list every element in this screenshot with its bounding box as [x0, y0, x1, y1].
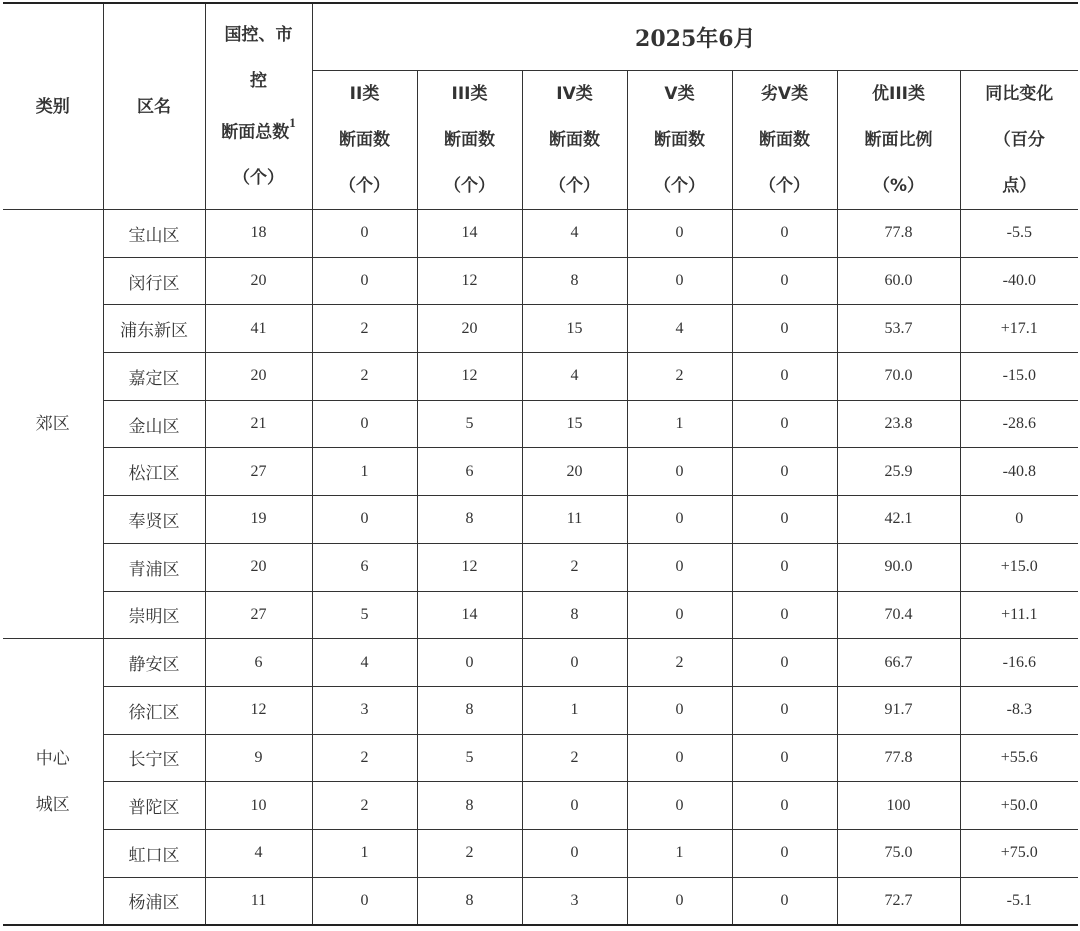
cell-iv: 15 [522, 305, 627, 353]
table-row [3, 257, 1078, 305]
cell-total: 4 [205, 829, 312, 877]
cell-iv: 2 [522, 734, 627, 782]
table-row [3, 686, 1078, 734]
header-col-line: （个） [654, 176, 705, 196]
cell-yoy-change: +50.0 [960, 782, 1078, 830]
cell-total: 9 [205, 734, 312, 782]
table-row [3, 400, 1078, 448]
cell-below-v: 0 [732, 782, 837, 830]
cell-ii: 2 [312, 305, 417, 353]
category-label: 中心 [35, 748, 70, 769]
header-total-line: 国控、市 [224, 24, 293, 45]
cell-yoy-change: +11.1 [960, 591, 1078, 639]
table-row [3, 210, 1078, 258]
cell-ii: 1 [312, 448, 417, 496]
cell-district: 奉贤区 [103, 496, 205, 544]
cell-below-v: 0 [732, 734, 837, 782]
cell-yoy-change: -5.1 [960, 877, 1078, 925]
cell-total: 19 [205, 496, 312, 544]
cell-district: 宝山区 [103, 210, 205, 258]
cell-iv: 0 [522, 829, 627, 877]
cell-yoy-change: -15.0 [960, 353, 1078, 401]
cell-total: 12 [205, 686, 312, 734]
cell-iv: 8 [522, 591, 627, 639]
cell-excellent-ratio: 77.8 [837, 734, 960, 782]
cell-iv: 4 [522, 210, 627, 258]
header-col-line: （百分 [993, 130, 1045, 150]
cell-excellent-ratio: 60.0 [837, 257, 960, 305]
cell-yoy-change: -28.6 [960, 400, 1078, 448]
header-col-iii [417, 71, 522, 210]
cell-district: 崇明区 [103, 591, 205, 639]
cell-iii: 8 [417, 877, 522, 925]
header-col-line: 劣V类 [760, 84, 809, 104]
cell-v: 4 [627, 305, 732, 353]
header-col-line: （个） [339, 176, 390, 196]
cell-v: 2 [627, 353, 732, 401]
cell-iv: 0 [522, 782, 627, 830]
cell-district: 金山区 [103, 400, 205, 448]
category-label: 郊区 [35, 414, 70, 435]
header-col-line: （%） [872, 176, 925, 196]
cell-v: 0 [627, 257, 732, 305]
category-cell [3, 210, 103, 639]
category-label: 城区 [35, 794, 70, 815]
cell-v: 0 [627, 591, 732, 639]
cell-v: 0 [627, 543, 732, 591]
table-row [3, 496, 1078, 544]
cell-iv: 4 [522, 353, 627, 401]
cell-iii: 14 [417, 591, 522, 639]
cell-excellent-ratio: 70.4 [837, 591, 960, 639]
cell-iii: 12 [417, 257, 522, 305]
cell-ii: 0 [312, 877, 417, 925]
cell-total: 21 [205, 400, 312, 448]
cell-v: 0 [627, 496, 732, 544]
cell-total: 18 [205, 210, 312, 258]
header-col-line: 断面数 [339, 130, 390, 150]
cell-below-v: 0 [732, 639, 837, 687]
cell-district: 长宁区 [103, 734, 205, 782]
cell-excellent-ratio: 100 [837, 782, 960, 830]
cell-district: 青浦区 [103, 543, 205, 591]
cell-total: 20 [205, 353, 312, 401]
cell-iii: 6 [417, 448, 522, 496]
cell-ii: 2 [312, 782, 417, 830]
header-col-line: （个） [444, 176, 495, 196]
cell-district: 徐汇区 [103, 686, 205, 734]
cell-below-v: 0 [732, 496, 837, 544]
cell-v: 0 [627, 877, 732, 925]
cell-below-v: 0 [732, 448, 837, 496]
cell-v: 0 [627, 782, 732, 830]
table-row [3, 353, 1078, 401]
cell-district: 静安区 [103, 639, 205, 687]
cell-ii: 6 [312, 543, 417, 591]
cell-iv: 11 [522, 496, 627, 544]
cell-total: 41 [205, 305, 312, 353]
cell-v: 0 [627, 734, 732, 782]
cell-ii: 1 [312, 829, 417, 877]
cell-total: 27 [205, 448, 312, 496]
cell-iii: 2 [417, 829, 522, 877]
cell-iii: 5 [417, 734, 522, 782]
table-row [3, 305, 1078, 353]
category-cell [3, 639, 103, 925]
header-col-line: V类 [664, 84, 695, 104]
cell-iii: 0 [417, 639, 522, 687]
footnote-marker: 1 [289, 114, 296, 130]
table-row [3, 877, 1078, 925]
table-row [3, 591, 1078, 639]
cell-v: 1 [627, 829, 732, 877]
cell-total: 20 [205, 543, 312, 591]
table-row [3, 639, 1078, 687]
header-col-line: IV类 [556, 84, 593, 104]
cell-total: 11 [205, 877, 312, 925]
cell-ii: 3 [312, 686, 417, 734]
header-total-sections [205, 3, 312, 210]
header-col-line: 断面数 [654, 130, 705, 150]
header-col-line: 同比变化 [985, 84, 1054, 104]
cell-yoy-change: +17.1 [960, 305, 1078, 353]
table-row [3, 829, 1078, 877]
table-row [3, 782, 1078, 830]
header-col-line: 点） [1002, 176, 1037, 196]
cell-ii: 0 [312, 210, 417, 258]
cell-v: 2 [627, 639, 732, 687]
cell-iv: 20 [522, 448, 627, 496]
cell-iii: 8 [417, 782, 522, 830]
header-total-line: 断面总数$^1$ [221, 114, 296, 143]
cell-ii: 0 [312, 257, 417, 305]
header-col-line: 断面数 [549, 130, 600, 150]
cell-iii: 12 [417, 353, 522, 401]
cell-yoy-change: -5.5 [960, 210, 1078, 258]
cell-yoy-change: +15.0 [960, 543, 1078, 591]
header-col-line: III类 [451, 84, 488, 104]
header-col-yoy-change [960, 71, 1078, 210]
cell-excellent-ratio: 90.0 [837, 543, 960, 591]
cell-excellent-ratio: 53.7 [837, 305, 960, 353]
table-row [3, 543, 1078, 591]
cell-yoy-change: +75.0 [960, 829, 1078, 877]
cell-ii: 0 [312, 400, 417, 448]
cell-ii: 2 [312, 353, 417, 401]
cell-total: 10 [205, 782, 312, 830]
cell-iii: 14 [417, 210, 522, 258]
cell-excellent-ratio: 77.8 [837, 210, 960, 258]
cell-yoy-change: -40.0 [960, 257, 1078, 305]
header-col-v [627, 71, 732, 210]
header-district: 区名 [103, 3, 205, 210]
cell-iii: 8 [417, 686, 522, 734]
cell-v: 0 [627, 448, 732, 496]
header-month: 2025年6月 [312, 3, 1078, 71]
cell-iv: 15 [522, 400, 627, 448]
header-col-line: 优III类 [872, 84, 925, 104]
cell-excellent-ratio: 25.9 [837, 448, 960, 496]
cell-below-v: 0 [732, 257, 837, 305]
cell-district: 松江区 [103, 448, 205, 496]
cell-ii: 2 [312, 734, 417, 782]
header-category: 类别 [3, 3, 103, 210]
cell-v: 0 [627, 686, 732, 734]
cell-district: 杨浦区 [103, 877, 205, 925]
cell-below-v: 0 [732, 591, 837, 639]
header-col-ii [312, 71, 417, 210]
cell-below-v: 0 [732, 877, 837, 925]
cell-iii: 20 [417, 305, 522, 353]
water-quality-table [3, 2, 1078, 926]
table-row [3, 448, 1078, 496]
cell-iii: 12 [417, 543, 522, 591]
header-col-excellent-ratio [837, 71, 960, 210]
cell-yoy-change: -16.6 [960, 639, 1078, 687]
header-col-iv [522, 71, 627, 210]
cell-iv: 3 [522, 877, 627, 925]
cell-iii: 5 [417, 400, 522, 448]
cell-district: 虹口区 [103, 829, 205, 877]
cell-district: 嘉定区 [103, 353, 205, 401]
header-col-line: 断面数 [444, 130, 495, 150]
cell-below-v: 0 [732, 543, 837, 591]
cell-excellent-ratio: 70.0 [837, 353, 960, 401]
cell-yoy-change: -8.3 [960, 686, 1078, 734]
cell-yoy-change: -40.8 [960, 448, 1078, 496]
cell-ii: 0 [312, 496, 417, 544]
cell-v: 0 [627, 210, 732, 258]
header-col-line: 断面比例 [864, 130, 933, 150]
cell-excellent-ratio: 23.8 [837, 400, 960, 448]
cell-below-v: 0 [732, 305, 837, 353]
header-col-below-v [732, 71, 837, 210]
cell-yoy-change: 0 [960, 496, 1078, 544]
cell-excellent-ratio: 66.7 [837, 639, 960, 687]
cell-ii: 4 [312, 639, 417, 687]
header-col-line: （个） [549, 176, 600, 196]
cell-below-v: 0 [732, 353, 837, 401]
cell-ii: 5 [312, 591, 417, 639]
cell-total: 6 [205, 639, 312, 687]
cell-district: 浦东新区 [103, 305, 205, 353]
cell-iv: 0 [522, 639, 627, 687]
cell-iv: 1 [522, 686, 627, 734]
cell-iv: 2 [522, 543, 627, 591]
cell-below-v: 0 [732, 210, 837, 258]
cell-below-v: 0 [732, 686, 837, 734]
header-total-line: （个） [233, 168, 284, 189]
cell-total: 20 [205, 257, 312, 305]
table-body [3, 210, 1078, 925]
header-total-line: 控 [250, 70, 267, 91]
cell-district: 普陀区 [103, 782, 205, 830]
cell-iv: 8 [522, 257, 627, 305]
cell-excellent-ratio: 72.7 [837, 877, 960, 925]
cell-v: 1 [627, 400, 732, 448]
cell-total: 27 [205, 591, 312, 639]
cell-excellent-ratio: 42.1 [837, 496, 960, 544]
cell-iii: 8 [417, 496, 522, 544]
header-col-line: 断面数 [759, 130, 810, 150]
header-col-line: （个） [759, 176, 810, 196]
cell-excellent-ratio: 91.7 [837, 686, 960, 734]
table-row [3, 734, 1078, 782]
cell-yoy-change: +55.6 [960, 734, 1078, 782]
cell-district: 闵行区 [103, 257, 205, 305]
cell-below-v: 0 [732, 829, 837, 877]
header-col-line: II类 [349, 84, 380, 104]
cell-below-v: 0 [732, 400, 837, 448]
table-header [3, 3, 1078, 210]
cell-excellent-ratio: 75.0 [837, 829, 960, 877]
